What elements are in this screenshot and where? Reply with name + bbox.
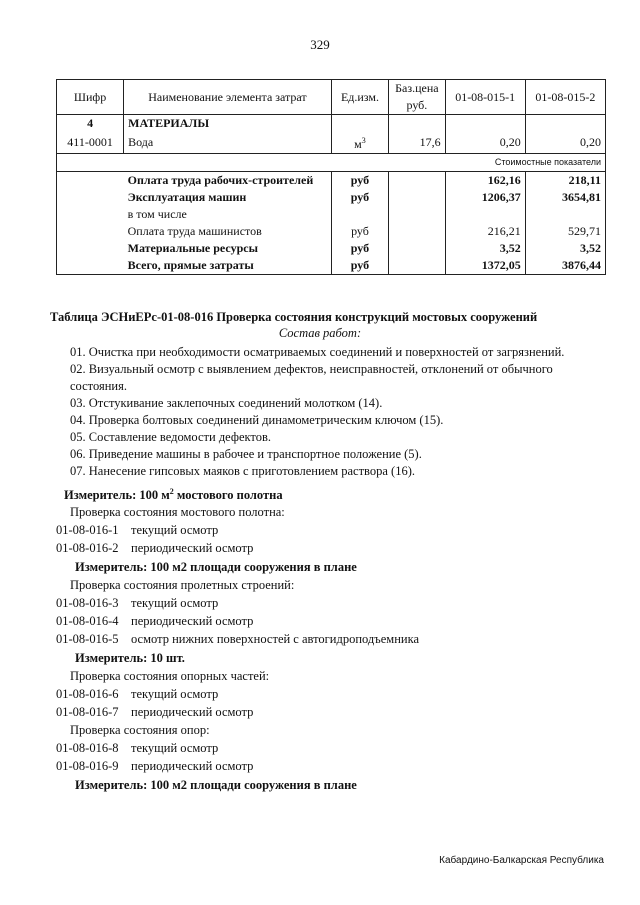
- work-item: 05. Составление ведомости дефектов.: [70, 430, 272, 444]
- summary-spacer: [57, 240, 124, 257]
- section-number: 4: [57, 115, 124, 133]
- item-desc: периодический осмотр: [131, 541, 254, 555]
- item-code: 01-08-016-6: [56, 687, 119, 701]
- empty-cell: [525, 115, 605, 133]
- item-desc: текущий осмотр: [131, 596, 219, 610]
- summary-row: [57, 223, 606, 240]
- summary-name: Всего, прямые затраты: [124, 257, 332, 275]
- header-col2: 01-08-015-2: [525, 80, 605, 115]
- summary-row: [57, 240, 606, 257]
- summary-unit: [331, 206, 388, 223]
- item-code: 01-08-016-2: [56, 541, 119, 555]
- material-unit: [331, 132, 388, 154]
- item-code: 01-08-016-9: [56, 759, 119, 773]
- footer-region: Кабардино-Балкарская Республика: [439, 855, 604, 866]
- header-unit: Ед.изм.: [331, 80, 388, 115]
- header-col1: 01-08-015-1: [445, 80, 525, 115]
- material-name: Вода: [124, 132, 332, 154]
- summary-row: [57, 206, 606, 223]
- item-desc: текущий осмотр: [131, 523, 219, 537]
- cost-indicators-label: Стоимостные показатели: [57, 154, 606, 172]
- summary-col1: 1372,05: [445, 257, 525, 275]
- work-item: 06. Приведение машины в рабочее и транспортное положение (5).: [70, 447, 422, 461]
- summary-row: [57, 172, 606, 190]
- summary-col2: 3876,44: [525, 257, 605, 275]
- summary-name: Эксплуатация машин: [124, 189, 332, 206]
- list-item: [56, 632, 419, 647]
- list-item: [56, 523, 218, 538]
- costs-table: [56, 79, 606, 275]
- group-2-heading: Проверка состояния пролетных строений:: [70, 578, 295, 592]
- list-item: [56, 705, 253, 720]
- item-desc: периодический осмотр: [131, 705, 254, 719]
- header-code: Шифр: [57, 80, 124, 115]
- summary-name: Оплата труда машинистов: [124, 223, 332, 240]
- material-unit-base: м: [354, 137, 362, 151]
- meter-1: [64, 487, 283, 503]
- list-item: [56, 741, 218, 756]
- page-number: 329: [310, 37, 330, 52]
- meter-4: Измеритель: 100 м2 площади сооружения в плане: [75, 778, 357, 792]
- meter-1-text: Измеритель: 100 м: [64, 488, 170, 503]
- empty-cell: [389, 206, 445, 223]
- work-composition-title: Состав работ:: [278, 326, 362, 340]
- list-item: [56, 614, 253, 629]
- summary-name: в том числе: [124, 206, 332, 223]
- item-desc: текущий осмотр: [131, 687, 219, 701]
- summary-col2: 218,11: [525, 172, 605, 190]
- item-desc: периодический осмотр: [131, 614, 254, 628]
- summary-spacer: [57, 189, 124, 206]
- material-code: 411-0001: [57, 132, 124, 154]
- list-item: [56, 687, 218, 702]
- summary-unit: руб: [331, 257, 388, 275]
- item-code: 01-08-016-8: [56, 741, 119, 755]
- empty-cell: [331, 115, 388, 133]
- summary-col2: 529,71: [525, 223, 605, 240]
- item-desc: текущий осмотр: [131, 741, 219, 755]
- summary-col1: 1206,37: [445, 189, 525, 206]
- empty-cell: [389, 172, 445, 190]
- list-item: [56, 541, 253, 556]
- summary-name: Материальные ресурсы: [124, 240, 332, 257]
- material-base-price: 17,6: [389, 132, 445, 154]
- work-item: 04. Проверка болтовых соединений динамометрическим ключом (15).: [70, 413, 444, 427]
- summary-col2: 3,52: [525, 240, 605, 257]
- material-col1: 0,20: [445, 132, 525, 154]
- header-name: Наименование элемента затрат: [124, 80, 332, 115]
- material-row: [57, 132, 606, 154]
- summary-col1: 216,21: [445, 223, 525, 240]
- summary-spacer: [57, 172, 124, 190]
- summary-col1: [445, 206, 525, 223]
- section-title: МАТЕРИАЛЫ: [124, 115, 332, 133]
- item-code: 01-08-016-5: [56, 632, 119, 646]
- header-base-price: Баз.цена руб.: [389, 80, 445, 115]
- summary-name: Оплата труда рабочих-строителей: [124, 172, 332, 190]
- group-4-heading: Проверка состояния опор:: [70, 723, 210, 737]
- group-1-heading: Проверка состояния мостового полотна:: [70, 505, 285, 519]
- summary-spacer: [57, 223, 124, 240]
- table-header-row: [57, 80, 606, 115]
- summary-spacer: [57, 206, 124, 223]
- empty-cell: [389, 115, 445, 133]
- empty-cell: [389, 240, 445, 257]
- list-item: [56, 596, 218, 611]
- summary-col1: 162,16: [445, 172, 525, 190]
- item-desc: осмотр нижних поверхностей с автогидроподъемника: [131, 632, 420, 646]
- item-code: 01-08-016-3: [56, 596, 119, 610]
- section-row: [57, 115, 606, 133]
- meter-2: Измеритель: 100 м2 площади сооружения в плане: [75, 560, 357, 574]
- summary-row: [57, 257, 606, 275]
- meter-1-suffix: мостового полотна: [173, 488, 283, 503]
- empty-cell: [445, 115, 525, 133]
- table-title: Таблица ЭСНиЕРс-01-08-016 Проверка состояния конструкций мостовых сооружений: [50, 310, 538, 324]
- summary-unit: руб: [331, 240, 388, 257]
- group-3-heading: Проверка состояния опорных частей:: [70, 669, 270, 683]
- item-code: 01-08-016-4: [56, 614, 119, 628]
- list-item: [56, 759, 253, 774]
- item-desc: периодический осмотр: [131, 759, 254, 773]
- item-code: 01-08-016-7: [56, 705, 119, 719]
- summary-col2: 3654,81: [525, 189, 605, 206]
- summary-col1: 3,52: [445, 240, 525, 257]
- cost-indicators-row: [57, 154, 606, 172]
- work-item: 01. Очистка при необходимости осматриваемых соединений и поверхностей от загрязнений.: [70, 345, 565, 359]
- summary-row: [57, 189, 606, 206]
- material-unit-sup: 3: [361, 136, 366, 145]
- meter-1-sup: 2: [169, 487, 174, 496]
- work-item: 03. Отстукивание заклепочных соединений молотком (14).: [70, 396, 383, 410]
- summary-unit: руб: [331, 172, 388, 190]
- empty-cell: [389, 223, 445, 240]
- material-col2: 0,20: [525, 132, 605, 154]
- item-code: 01-08-016-1: [56, 523, 119, 537]
- meter-3: Измеритель: 10 шт.: [75, 651, 185, 665]
- work-item: 02. Визуальный осмотр с выявлением дефектов, неисправностей, отклонений от обычного состояния.: [70, 362, 553, 393]
- summary-unit: руб: [331, 189, 388, 206]
- summary-col2: [525, 206, 605, 223]
- empty-cell: [389, 257, 445, 275]
- work-item: 07. Нанесение гипсовых маяков с приготовлением раствора (16).: [70, 464, 415, 478]
- summary-unit: руб: [331, 223, 388, 240]
- summary-spacer: [57, 257, 124, 275]
- work-items-list: [70, 344, 590, 480]
- empty-cell: [389, 189, 445, 206]
